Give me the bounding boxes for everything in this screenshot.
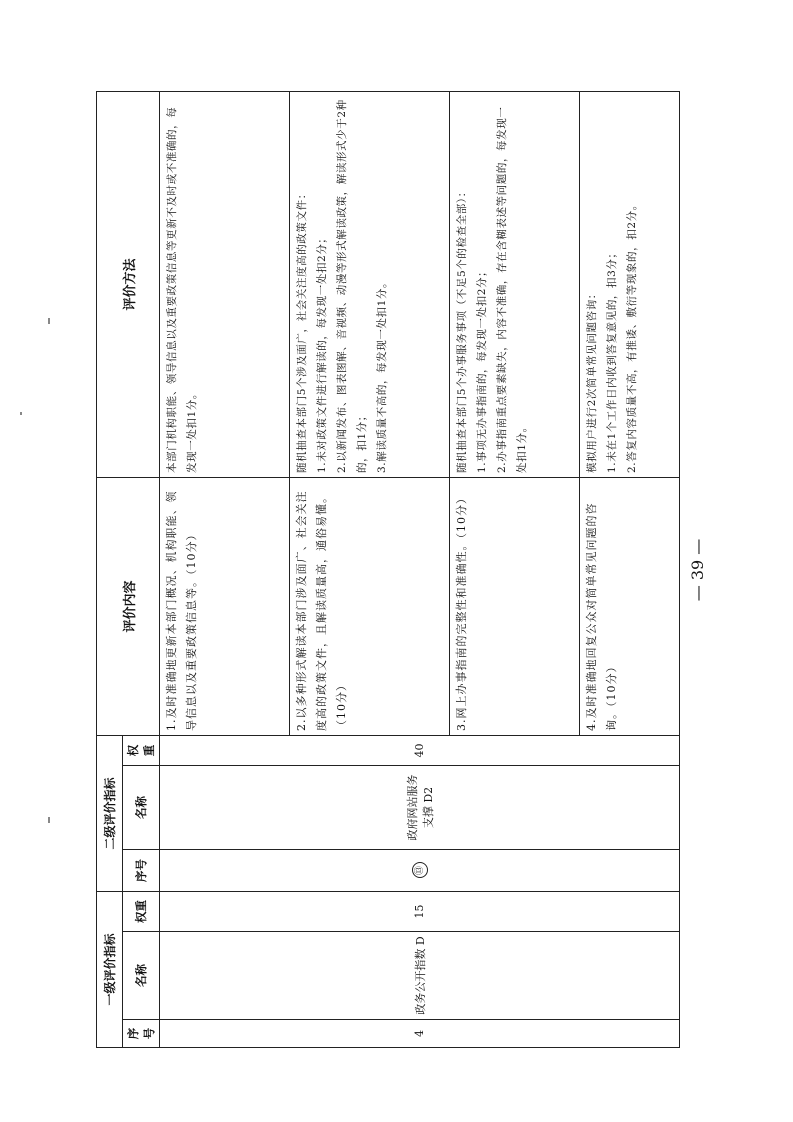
header-level2: 二级评价指标 <box>97 735 123 891</box>
level1-weight: 15 <box>160 891 680 931</box>
method-line: 2.答复内容质量不高，有推诿、敷衍等现象的，扣2分。 <box>626 199 638 473</box>
method-line: 1.未对政策文件进行解读的，每发现一处扣2分； <box>316 232 328 473</box>
level2-name: 政府网站服务支撑 D2 <box>160 765 680 849</box>
header-level1-seq: 序号 <box>123 1020 160 1048</box>
content-cell-3: 3.网上办事指南的完整性和准确性。（10分） <box>450 477 580 735</box>
content-cell-2: 2.以多种形式解读本部门涉及面广、社会关注度高的政策文件，且解读质量高，通俗易懂。（10分） <box>290 477 450 735</box>
content-cell-1: 1.及时准确地更新本部门概况、机构职能、领导信息以及重要政策信息等。（10分） <box>160 477 290 735</box>
evaluation-table <box>96 91 680 1048</box>
method-line: 1.事项无办事指南的，每发现一处扣2分； <box>476 265 488 473</box>
table-row <box>160 91 290 1047</box>
header-level2-name: 名称 <box>123 765 160 849</box>
header-method: 评价方法 <box>97 91 160 477</box>
scan-speck <box>20 412 22 415</box>
scan-speck <box>48 817 50 823</box>
method-line: 随机抽查本部门5个办事服务事项（不足5个的检查全部）： <box>456 186 468 473</box>
method-line: 2.办事指南重点要素缺失，内容不准确，存在含糊表述等问题的，每发现一处扣1分。 <box>496 106 528 473</box>
header-level1: 一级评价指标 <box>97 891 123 1047</box>
rotated-table-wrapper <box>96 92 665 1048</box>
method-line: 2.以新闻发布、图表图解、音视频、动漫等形式解读政策，解读形式少于2种的，扣1分； <box>336 99 368 473</box>
level1-name: 政务公开指数 D <box>160 932 680 1020</box>
header-row-group <box>97 91 123 1047</box>
header-content: 评价内容 <box>97 477 160 735</box>
header-level2-weight: 权重 <box>123 735 160 765</box>
scan-speck <box>48 318 50 324</box>
method-line: 随机抽查本部门5个涉及面广，社会关注度高的政策文件： <box>296 188 308 473</box>
method-cell-4 <box>580 91 680 477</box>
header-level2-seq: 序号 <box>123 849 160 891</box>
level2-seq <box>160 849 680 891</box>
method-cell-2 <box>290 91 450 477</box>
method-line: 1.未在1个工作日内收到答复意见的，扣3分； <box>606 247 618 473</box>
method-line: 模拟用户进行2次简单常见问题咨询： <box>586 288 598 473</box>
level1-seq: 4 <box>160 1020 680 1048</box>
method-line: 本部门机构职能、领导信息以及重要政策信息等更新不及时或不准确的，每发现一处扣1分。 <box>166 106 198 473</box>
page-number: — 39 — <box>687 538 707 602</box>
content-cell-4: 4.及时准确地回复公众对简单常见问题的咨询。（10分） <box>580 477 680 735</box>
circled-number: ⑬ <box>412 862 428 878</box>
header-level1-name: 名称 <box>123 932 160 1020</box>
header-level1-weight: 权重 <box>123 891 160 931</box>
method-line: 3.解读质量不高的，每发现一处扣1分。 <box>376 276 388 473</box>
level2-weight: 40 <box>160 735 680 765</box>
method-cell-3 <box>450 91 580 477</box>
method-cell-1 <box>160 91 290 477</box>
